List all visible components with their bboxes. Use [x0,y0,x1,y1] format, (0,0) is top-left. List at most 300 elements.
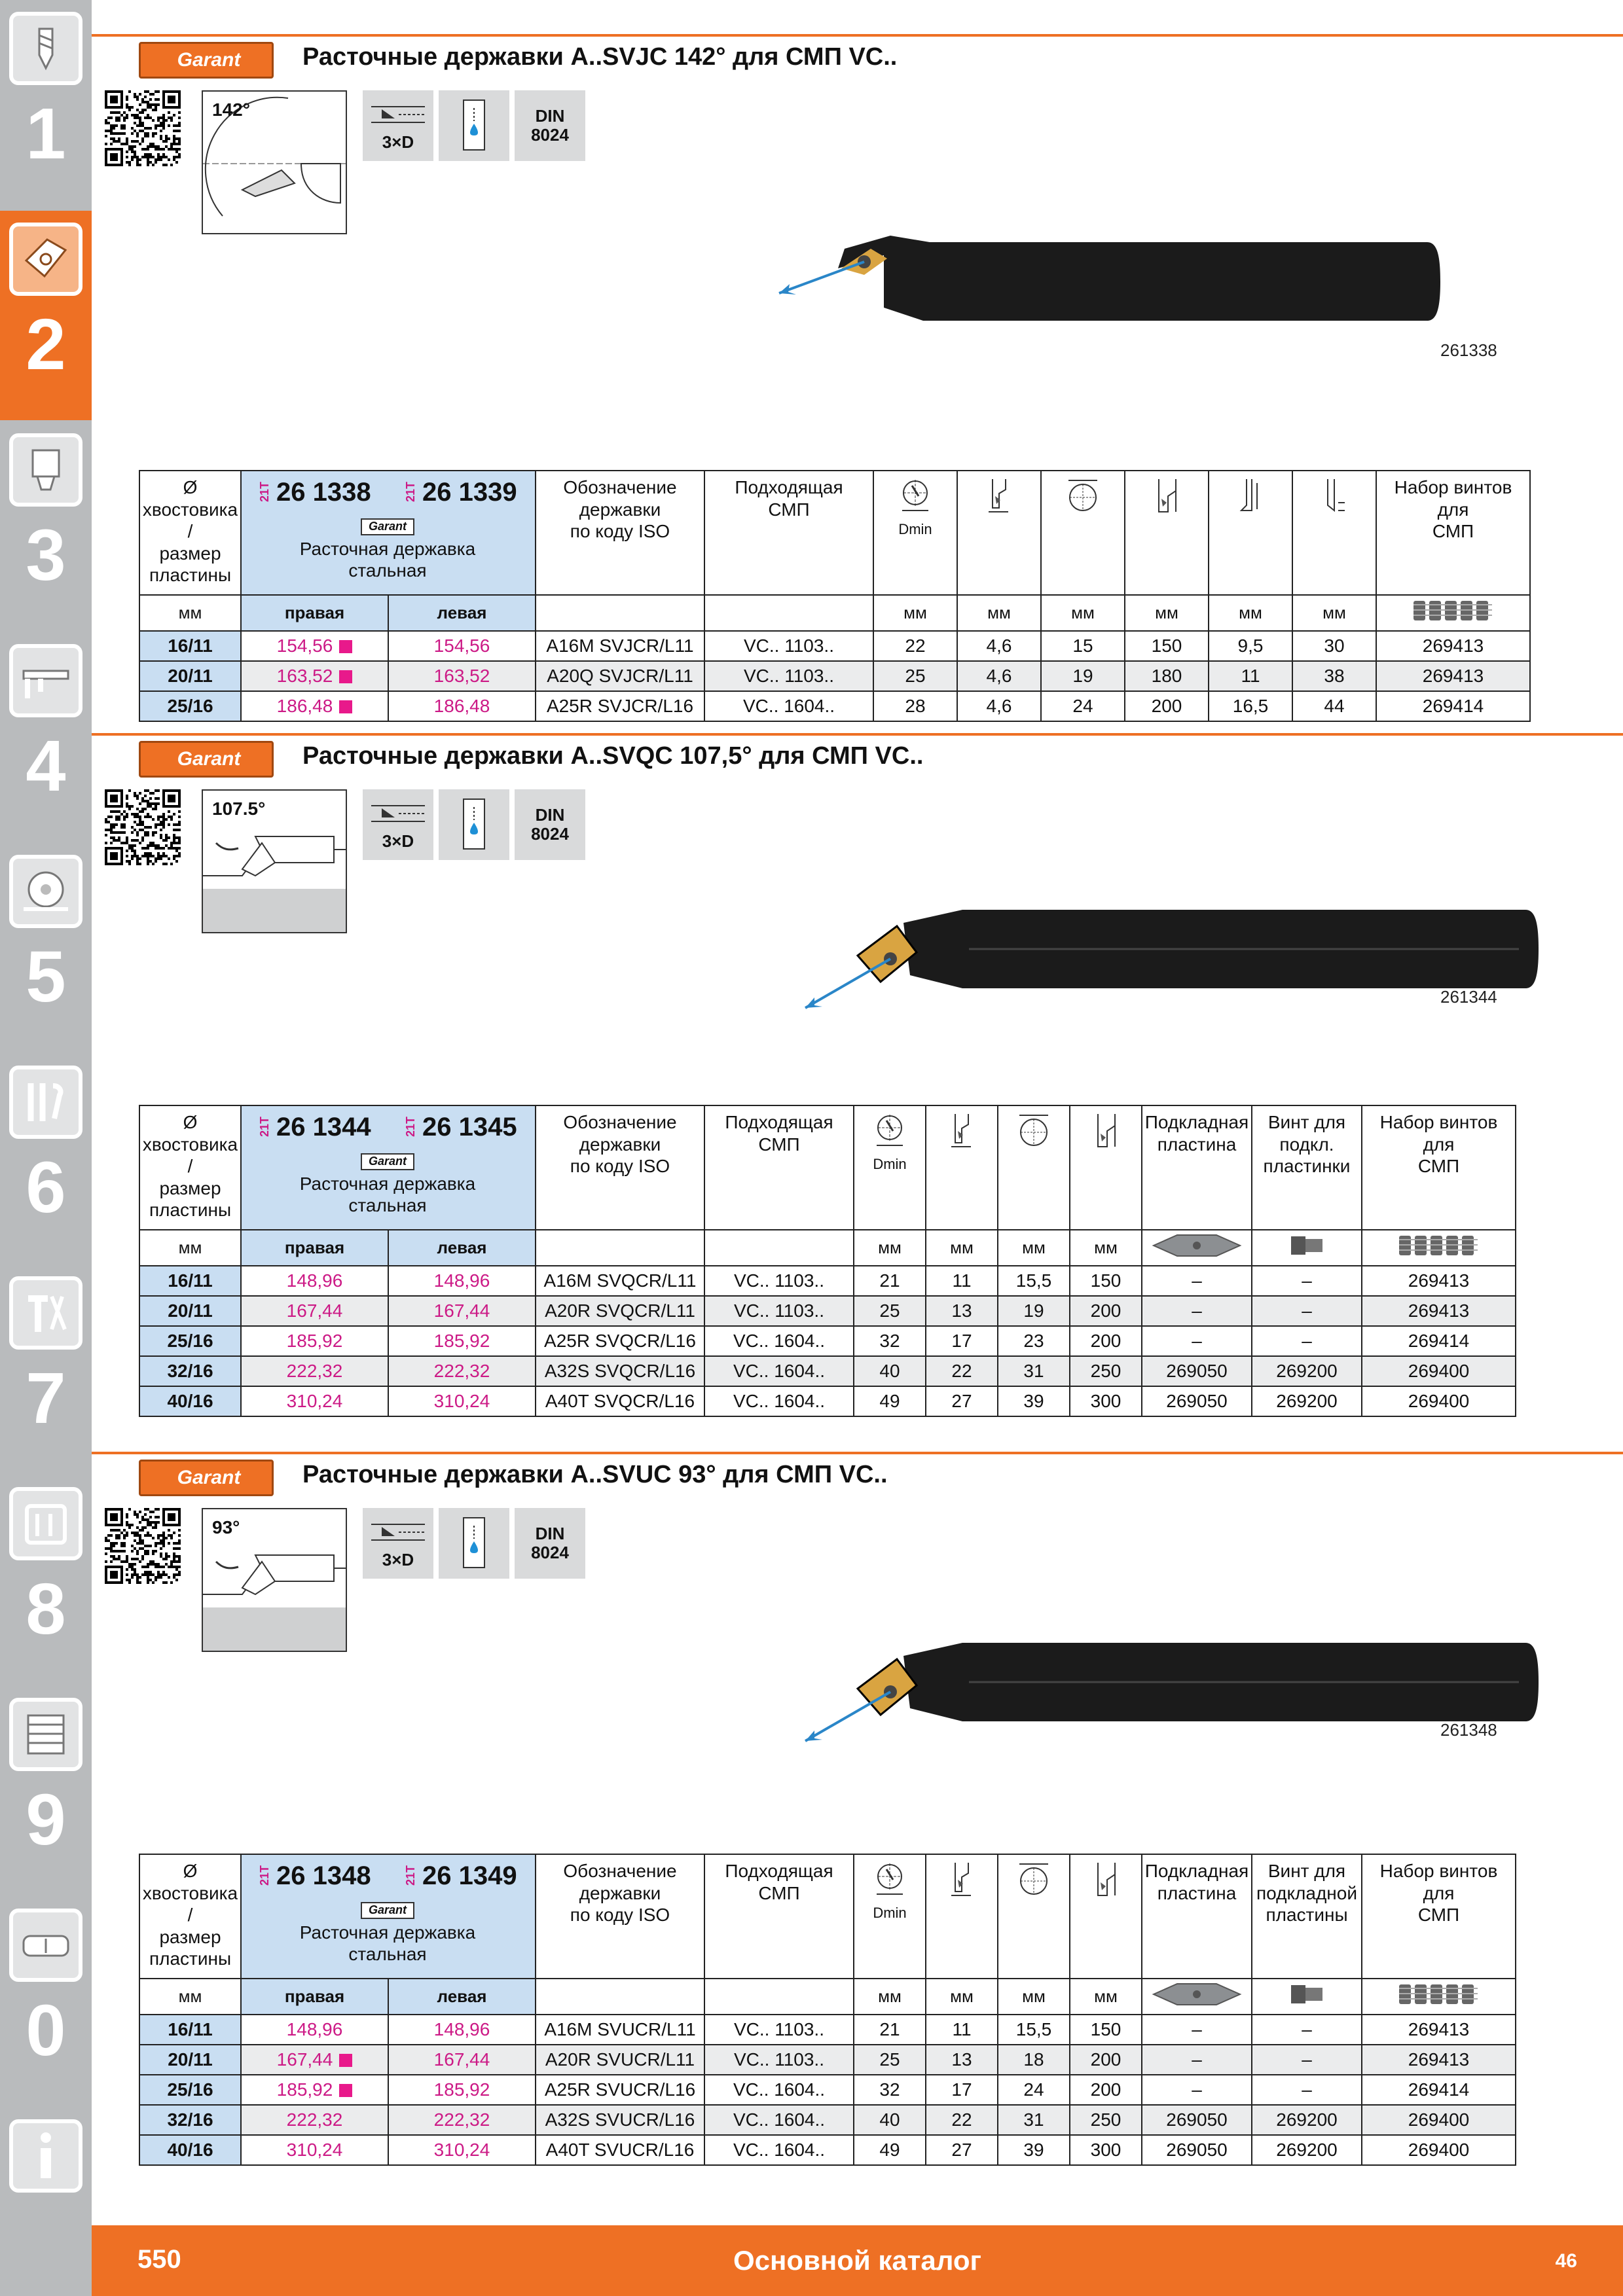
price-right: 185,92 [276,2079,333,2100]
col-d-icon [998,1854,1070,1979]
cell-value: 250 [1070,2105,1142,2135]
col-screws-header: Набор винтов для СМП [1362,1105,1516,1230]
cell-shim-screw: – [1252,1326,1362,1356]
sidebar-chapter-8[interactable] [0,1475,92,1685]
price-right: 167,44 [276,2049,333,2070]
cell-value: 17 [926,1326,998,1356]
sidebar-chapter-5[interactable] [0,843,92,1052]
din-norm-pictogram [515,789,585,860]
unit-label: мм [873,595,957,631]
cell-dimension: 25/16 [139,2075,241,2105]
cell-shim-screw: – [1252,2045,1362,2075]
table-units-row [139,1979,1516,2015]
cell-insert: VC.. 1103.. [704,631,873,661]
table-header [139,1105,1516,1230]
cell-iso-code: A25R SVQCR/L16 [536,1326,704,1356]
cell-screw-set: 269413 [1376,661,1530,691]
cell-value: 25 [873,661,957,691]
article-right: 26 1344 [276,1113,371,1141]
cell-value: 15,5 [998,2015,1070,2045]
cell-value: 15,5 [998,1266,1070,1296]
cell-value: 150 [1070,2015,1142,2045]
tool-article-number: 261338 [1440,340,1497,360]
section-title: Расточные державки A..SVJC 142° для СМП VC.. [302,43,898,71]
cell-value: 27 [926,2135,998,2165]
unit-label: мм [1125,595,1209,631]
cell-screw-set: 269400 [1362,2105,1516,2135]
stock-marker-icon [339,2054,352,2067]
cell-insert: VC.. 1604.. [704,2135,854,2165]
toolbox-icon [9,1487,82,1560]
cell-insert: VC.. 1604.. [704,1356,854,1386]
cell-insert: VC.. 1103.. [704,2045,854,2075]
cell-value: 27 [926,1386,998,1416]
price-right: 186,48 [276,696,333,716]
cell-insert: VC.. 1604.. [704,2075,854,2105]
info-icon [9,2119,82,2193]
footer-title: Основной каталог [733,2245,981,2276]
cell-price-left: 167,44 [388,1296,536,1326]
col-dim-header: Ø хвостовика / размер пластины [139,1854,241,1979]
cell-value: 19 [1041,661,1125,691]
insert-icon [9,223,82,296]
cell-shim: 269050 [1142,2135,1252,2165]
cell-shim-screw: – [1252,2015,1362,2045]
unit-label: мм [926,1979,998,2015]
cell-insert: VC.. 1604.. [704,2105,854,2135]
cabinet-icon [9,1698,82,1771]
unit-label: мм [1070,1230,1142,1266]
col-right-article: 21T 26 1338 21T 26 1339 Garant Расточная державка стальная [241,471,536,595]
dmin-label: Dmin [873,1904,907,1921]
cell-screw-set: 269413 [1362,2045,1516,2075]
unit-label: мм [1041,595,1125,631]
cell-shim: – [1142,2075,1252,2105]
col-iso-header: Обозначение державки по коду ISO [536,1854,704,1979]
cell-iso-code: A25R SVUCR/L16 [536,2075,704,2105]
dmin-label: Dmin [898,520,932,537]
table-row[interactable] [139,1296,1516,1326]
unit-label: мм [854,1979,926,2015]
unit-label: мм [1070,1979,1142,2015]
tool-article-number: 261348 [1440,1720,1497,1740]
cell-dimension: 16/11 [139,2015,241,2045]
cell-insert: VC.. 1103.. [704,1296,854,1326]
cell-price-left: 310,24 [388,1386,536,1416]
cell-value: 22 [926,2105,998,2135]
col-insert-header: Подходящая СМП [704,1854,854,1979]
screw-set-icon [1362,1979,1516,2015]
holder-label: Расточная державка стальная [299,1173,476,1216]
cell-shim-screw: – [1252,1296,1362,1326]
unit-label: мм [957,595,1041,631]
dmin-label: Dmin [873,1155,907,1172]
cell-price-left: 154,56 [388,631,536,661]
col-shim-header: Подкладная пластина [1142,1105,1252,1230]
section-separator [92,733,1623,736]
cell-value: 17 [926,2075,998,2105]
cell-value: 9,5 [1209,631,1292,661]
garant-logo [139,42,274,79]
article-right: 26 1338 [276,478,371,507]
pliers-icon [9,1276,82,1350]
article-right: 26 1348 [276,1861,371,1890]
din-norm-pictogram [515,90,585,161]
cell-screw-set: 269414 [1362,2075,1516,2105]
cell-iso-code: A16M SVQCR/L11 [536,1266,704,1296]
cell-price-left: 185,92 [388,2075,536,2105]
cell-value: 32 [854,2075,926,2105]
sidebar-chapter-number: 9 [26,1780,66,1860]
angle-drawing [202,90,347,234]
cell-insert: VC.. 1103.. [704,1266,854,1296]
cell-value: 200 [1070,2045,1142,2075]
unit-label: мм [1292,595,1376,631]
cell-value: 30 [1292,631,1376,661]
cell-dimension: 25/16 [139,691,241,721]
cell-value: 300 [1070,1386,1142,1416]
cell-value: 25 [854,1296,926,1326]
cell-screw-set: 269414 [1376,691,1530,721]
cell-price-right [241,1296,388,1326]
cell-price-left: 186,48 [388,691,536,721]
angle-label: 107.5° [212,798,266,819]
sidebar-chapter-1[interactable] [0,0,92,209]
price-right: 222,32 [286,1361,343,1381]
holder-label: Расточная державка стальная [299,1922,476,1965]
table-row[interactable] [139,2105,1516,2135]
table-row[interactable] [139,1326,1516,1356]
section-separator [92,34,1623,37]
cell-value: 15 [1041,631,1125,661]
table-row[interactable] [139,1356,1516,1386]
cell-value: 24 [1041,691,1125,721]
cell-value: 150 [1125,631,1209,661]
sidebar-chapter-0[interactable] [0,1897,92,2106]
din-norm-label: DIN 8024 [531,1524,569,1562]
section-title: Расточные державки A..SVUC 93° для СМП VC.. [302,1461,888,1488]
col-l1-icon [1125,471,1209,595]
price-right: 148,96 [286,1270,343,1291]
depth-pictogram [363,1508,433,1579]
cell-shim-screw: 269200 [1252,2105,1362,2135]
col-insert-header: Подходящая СМП [704,471,873,595]
cell-value: 200 [1125,691,1209,721]
price-right: 185,92 [286,1331,343,1351]
cell-dimension: 40/16 [139,2135,241,2165]
cell-insert: VC.. 1103.. [704,661,873,691]
cell-screw-set: 269414 [1362,1326,1516,1356]
cell-shim-screw: 269200 [1252,1356,1362,1386]
cell-value: 19 [998,1296,1070,1326]
cell-value: 39 [998,1386,1070,1416]
left-label: левая [388,1230,536,1266]
angle-drawing [202,789,347,933]
depth-label: 3×D [382,1549,414,1570]
unit-label: мм [998,1230,1070,1266]
depth-pictogram [363,789,433,860]
footer-small-number: 46 [1555,2250,1577,2272]
caliper-icon [9,644,82,717]
cell-insert: VC.. 1103.. [704,2015,854,2045]
logo-text: Garant [177,49,241,71]
garant-mini-logo: Garant [361,518,414,535]
cell-value: 4,6 [957,661,1041,691]
cell-shim: – [1142,1266,1252,1296]
cell-price-right [241,1386,388,1416]
drill-icon [9,12,82,85]
article-left: 26 1345 [422,1113,517,1141]
cell-screw-set: 269413 [1376,631,1530,661]
cell-screw-set: 269400 [1362,1386,1516,1416]
cell-value: 4,6 [957,691,1041,721]
col-dim-header: Ø хвостовика / размер пластины [139,1105,241,1230]
depth-label: 3×D [382,831,414,851]
cell-screw-set: 269413 [1362,1296,1516,1326]
sidebar-chapter-number: 3 [26,515,66,596]
cell-value: 44 [1292,691,1376,721]
chuck-icon [9,433,82,507]
col-screws-header: Набор винтов для СМП [1376,471,1530,595]
col-shim-screw-header: Винт для подкл. пластинки [1252,1105,1362,1230]
table-row[interactable] [139,2135,1516,2165]
sidebar-chapter-2[interactable] [0,211,92,420]
cell-price-left: 167,44 [388,2045,536,2075]
col-shim-screw-header: Винт для подкладной пластины [1252,1854,1362,1979]
cell-value: 13 [926,2045,998,2075]
col-h-icon [1209,471,1292,595]
cell-price-left: 185,92 [388,1326,536,1356]
depth-label: 3×D [382,132,414,152]
cell-value: 4,6 [957,631,1041,661]
angle-label: 142° [212,99,250,120]
col-d-icon [998,1105,1070,1230]
cell-iso-code: A20R SVUCR/L11 [536,2045,704,2075]
product-section [92,34,1623,716]
spec-table [139,1105,1516,1417]
price-right: 167,44 [286,1300,343,1321]
sidebar-chapter-number: 7 [26,1358,66,1439]
garant-mini-logo: Garant [361,1153,414,1170]
unit-label: мм [854,1230,926,1266]
cell-value: 49 [854,1386,926,1416]
qr-code-icon[interactable] [105,1508,181,1584]
cell-value: 40 [854,1356,926,1386]
cell-value: 31 [998,1356,1070,1386]
sidebar-chapter-3[interactable] [0,422,92,631]
sidebar-chapter-6[interactable] [0,1054,92,1263]
cell-value: 16,5 [1209,691,1292,721]
table-header [139,1854,1516,1979]
cell-price-left: 222,32 [388,1356,536,1386]
qr-code-icon[interactable] [105,90,181,166]
garant-mini-logo: Garant [361,1902,414,1919]
article-left: 26 1339 [422,478,517,507]
sidebar-chapter-number: 0 [26,1990,66,2071]
sidebar-chapter-number: 5 [26,937,66,1017]
cell-value: 38 [1292,661,1376,691]
price-right: 148,96 [286,2019,343,2039]
cell-dimension: 20/11 [139,2045,241,2075]
cell-iso-code: A20R SVQCR/L11 [536,1296,704,1326]
qr-code-icon[interactable] [105,789,181,865]
table-row[interactable] [139,661,1530,691]
cell-value: 300 [1070,2135,1142,2165]
table-row[interactable] [139,1266,1516,1296]
cell-dimension: 40/16 [139,1386,241,1416]
article-left: 26 1349 [422,1861,517,1890]
garant-logo [139,741,274,778]
cell-insert: VC.. 1604.. [704,1386,854,1416]
cell-shim: – [1142,1296,1252,1326]
cell-dimension: 20/11 [139,1296,241,1326]
sidebar-chapter-number: 2 [26,304,66,385]
table-row[interactable] [139,2015,1516,2045]
table-row[interactable] [139,631,1530,661]
cell-iso-code: A25R SVJCR/L16 [536,691,704,721]
cell-value: 18 [998,2045,1070,2075]
page-number: 550 [137,2245,181,2274]
cell-shim: – [1142,1326,1252,1356]
cell-value: 22 [873,631,957,661]
cell-dimension: 16/11 [139,1266,241,1296]
cell-screw-set: 269413 [1362,1266,1516,1296]
col-dmin-icon [873,471,957,595]
cell-shim: – [1142,2015,1252,2045]
cell-value: 25 [854,2045,926,2075]
cell-price-left: 148,96 [388,1266,536,1296]
safety-goggles-icon [9,1909,82,1982]
sidebar-chapter-7[interactable] [0,1265,92,1474]
price-right: 222,32 [286,2109,343,2130]
boring-bar-image [753,196,1539,327]
unit-label: мм [998,1979,1070,2015]
spec-table [139,470,1531,722]
product-section [92,1452,1623,2160]
cell-value: 11 [926,1266,998,1296]
logo-text: Garant [177,748,241,770]
col-dim-header: Ø хвостовика / размер пластины [139,471,241,595]
col-l1-icon [1070,1105,1142,1230]
cell-dimension: 16/11 [139,631,241,661]
col-d-icon [1041,471,1125,595]
coolant-pictogram [439,789,509,860]
cell-value: 23 [998,1326,1070,1356]
sidebar-chapter-9[interactable] [0,1686,92,1895]
cell-shim-screw: – [1252,2075,1362,2105]
cell-dimension: 20/11 [139,661,241,691]
sidebar-chapter-info[interactable] [0,2108,92,2296]
cell-price-left: 148,96 [388,2015,536,2045]
cell-dimension: 25/16 [139,1326,241,1356]
shim-icon [1142,1979,1252,2015]
cell-value: 40 [854,2105,926,2135]
cell-value: 49 [854,2135,926,2165]
cell-price-right [241,2045,388,2075]
cell-value: 200 [1070,1326,1142,1356]
sidebar-chapter-number: 1 [26,94,66,174]
cell-shim-screw: 269200 [1252,1386,1362,1416]
cell-value: 21 [854,2015,926,2045]
price-right: 310,24 [286,1391,343,1411]
chapter-sidebar [0,0,92,2296]
saw-disc-icon [9,855,82,928]
table-units-row [139,1230,1516,1266]
cell-iso-code: A40T SVUCR/L16 [536,2135,704,2165]
din-norm-pictogram [515,1508,585,1579]
cell-insert: VC.. 1604.. [704,691,873,721]
boring-bar-image [753,897,1539,1028]
cell-price-left: 222,32 [388,2105,536,2135]
sidebar-chapter-number: 8 [26,1569,66,1649]
spec-table [139,1854,1516,2166]
cell-value: 250 [1070,1356,1142,1386]
depth-pictogram [363,90,433,161]
unit-label: мм [139,1230,241,1266]
sidebar-chapter-number: 4 [26,726,66,806]
col-shim-header: Подкладная пластина [1142,1854,1252,1979]
price-right: 154,56 [276,636,333,656]
angle-label: 93° [212,1517,240,1537]
logo-text: Garant [177,1467,241,1488]
screw-set-icon [1376,595,1530,631]
col-l3-icon [926,1105,998,1230]
sidebar-chapter-4[interactable] [0,632,92,842]
table-header [139,471,1530,595]
cell-shim: 269050 [1142,2105,1252,2135]
col-l3-icon [926,1854,998,1979]
cell-value: 150 [1070,1266,1142,1296]
price-right: 310,24 [286,2140,343,2160]
garant-logo [139,1460,274,1496]
coolant-pictogram [439,90,509,161]
col-iso-header: Обозначение державки по коду ISO [536,471,704,595]
col-l1-icon [1070,1854,1142,1979]
cell-value: 28 [873,691,957,721]
left-label: левая [388,1979,536,2015]
col-screws-header: Набор винтов для СМП [1362,1854,1516,1979]
cell-insert: VC.. 1604.. [704,1326,854,1356]
coolant-pictogram [439,1508,509,1579]
right-label: правая [241,595,388,631]
sidebar-chapter-number: 6 [26,1147,66,1228]
col-insert-header: Подходящая СМП [704,1105,854,1230]
cell-iso-code: A16M SVJCR/L11 [536,631,704,661]
cell-shim-screw: – [1252,1266,1362,1296]
shim-screw-icon [1252,1230,1362,1266]
cell-value: 11 [1209,661,1292,691]
table-row[interactable] [139,691,1530,721]
cell-price-left: 310,24 [388,2135,536,2165]
cell-shim: 269050 [1142,1386,1252,1416]
unit-label: мм [139,595,241,631]
cell-iso-code: A32S SVQCR/L16 [536,1356,704,1386]
table-row[interactable] [139,1386,1516,1416]
right-label: правая [241,1230,388,1266]
table-row[interactable] [139,2075,1516,2105]
cell-dimension: 32/16 [139,2105,241,2135]
col-f-icon [1292,471,1376,595]
angle-drawing [202,1508,347,1652]
table-row[interactable] [139,2045,1516,2075]
cell-shim: – [1142,2045,1252,2075]
cell-value: 21 [854,1266,926,1296]
cell-value: 11 [926,2015,998,2045]
stock-marker-icon [339,670,352,683]
cell-price-left: 163,52 [388,661,536,691]
cell-value: 24 [998,2075,1070,2105]
cell-iso-code: A40T SVQCR/L16 [536,1386,704,1416]
